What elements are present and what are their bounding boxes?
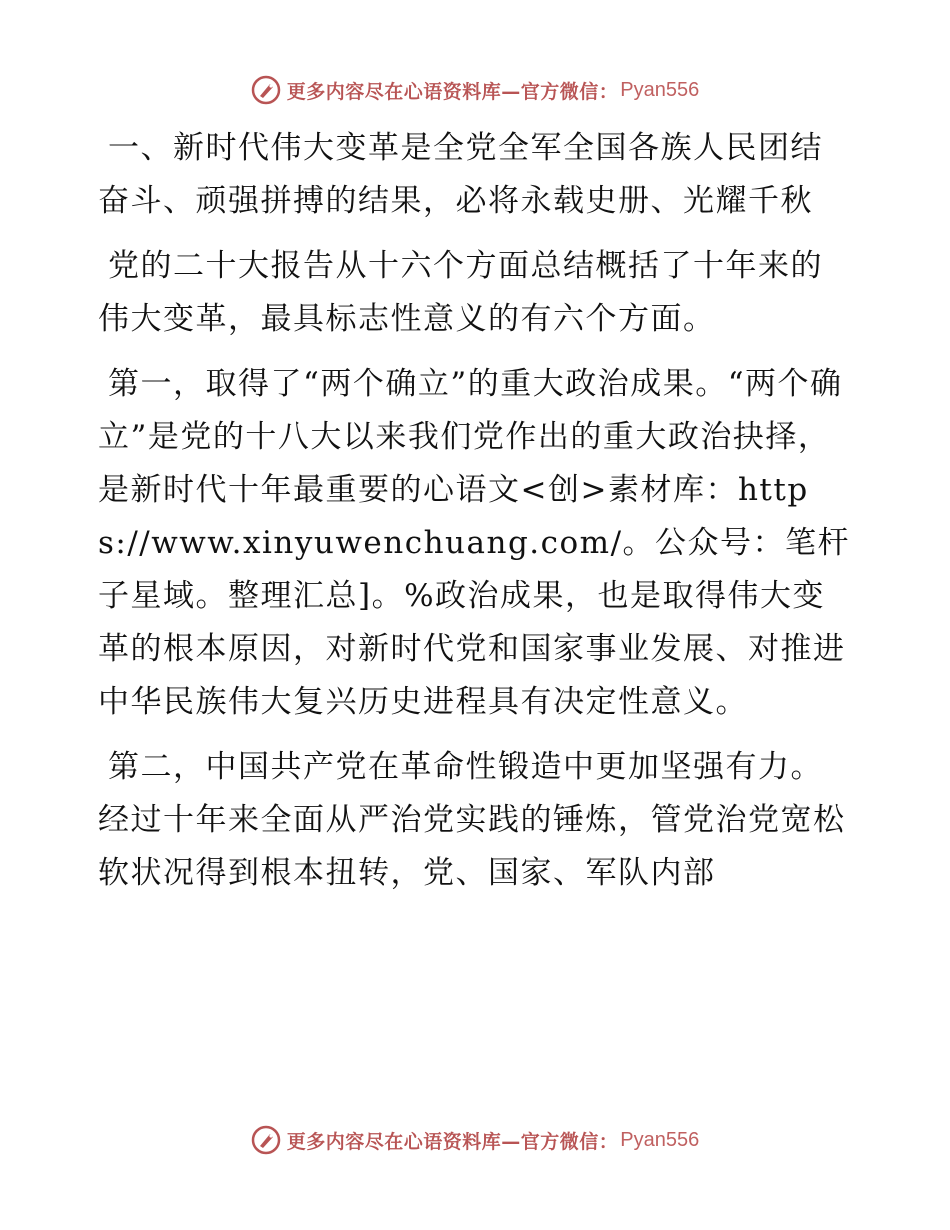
pen-nib-logo-icon <box>251 75 281 105</box>
footer-banner <box>0 1120 950 1160</box>
banner-wechat-id: Pyan556 <box>620 78 700 101</box>
document-body <box>98 122 850 912</box>
section-heading: 一、新时代伟大变革是全党全军全国各族人民团结奋斗、顽强拼搏的结果，必将永载史册、光耀千秋 <box>98 130 823 219</box>
paragraph: 第二，中国共产党在革命性锻造中更加坚强有力。经过十年来全面从严治党实践的锤炼，管党治党宽松软状况得到根本扭转，党、国家、军队内部 <box>98 749 846 891</box>
banner-text: 更多内容尽在心语资料库—官方微信： <box>286 80 619 103</box>
paragraph: 党的二十大报告从十六个方面总结概括了十年来的伟大变革，最具标志性意义的有六个方面。 <box>98 248 823 337</box>
header-banner <box>0 70 950 110</box>
paragraph: 第一，取得了“两个确立”的重大政治成果。“两个确立”是党的十八大以来我们党作出的重大政治抉择，是新时代十年最重要的心语文<创>素材库：https://www.xinyuwenchuang.com/。公众号：笔杆子星域。整理汇总]。%政治成果，也是取得伟大变革的根本原因，对新时代党和国家事业发展、对推进中华民族伟大复兴历史进程具有决定性意义。 <box>98 366 851 720</box>
banner-text: 更多内容尽在心语资料库—官方微信： <box>286 1130 619 1153</box>
pen-nib-logo-icon <box>251 1125 281 1155</box>
banner-wechat-id: Pyan556 <box>620 1128 700 1151</box>
